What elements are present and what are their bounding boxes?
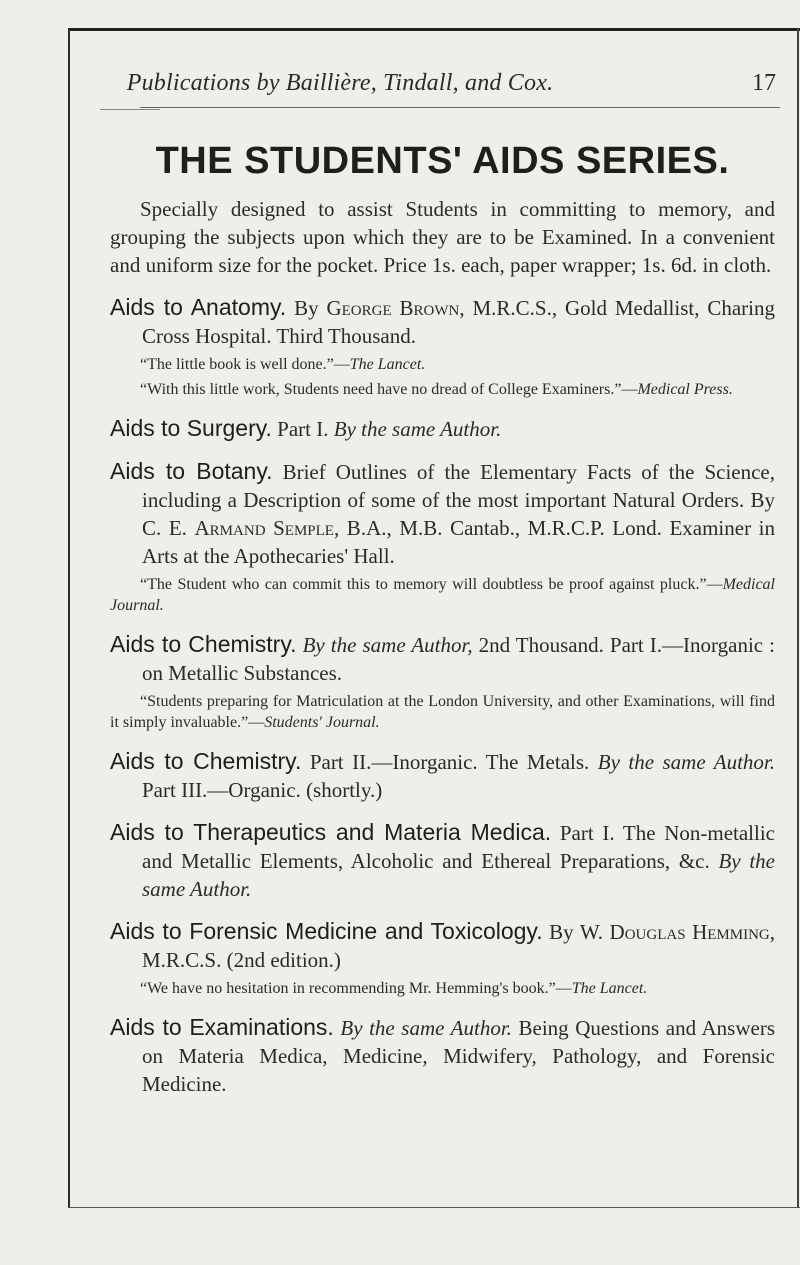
entry-by-line: By the same Author. — [333, 417, 502, 441]
entry-aids-to-examinations — [110, 1013, 775, 1098]
entry-aids-to-anatomy — [110, 293, 775, 400]
entry-heading — [110, 818, 775, 903]
entry-title: Aids to Surgery. — [110, 415, 272, 441]
entry-heading — [110, 747, 775, 804]
header-rule-left — [100, 109, 160, 110]
entry-lead: Part I. — [277, 417, 334, 441]
entry-desc: 2nd Thousand. Part I.—Inorganic : on Metallic Substances. — [142, 633, 776, 685]
review-quote — [110, 691, 775, 733]
entry-heading — [110, 293, 775, 350]
review-text: “With this little work, Students need have no dread of College Examiners.”— — [140, 381, 638, 398]
entry-aids-to-forensic-medicine — [110, 917, 775, 999]
bottom-border-rule — [68, 1207, 800, 1208]
entry-by-line: By the same Author, — [302, 633, 473, 657]
review-quote — [110, 354, 775, 375]
entry-title: Aids to Forensic Medicine and Toxicology. — [110, 918, 543, 944]
entry-heading — [110, 457, 775, 570]
top-border-rule — [68, 28, 800, 31]
entry-aids-to-botany — [110, 457, 775, 616]
entry-by-line: By the same Author. — [340, 1016, 512, 1040]
entry-title: Aids to Chemistry. — [110, 748, 302, 774]
entry-heading — [110, 414, 775, 443]
entry-desc: , M.R.C.S., Gold Medallist, Charing Cross Hospital. Third Thousand. — [142, 296, 776, 348]
entry-title: Aids to Chemistry. — [110, 631, 297, 657]
entry-desc: Part III.—Organic. (shortly.) — [142, 778, 383, 802]
entry-title: Aids to Botany. — [110, 458, 273, 484]
page-content — [110, 140, 775, 1098]
entry-title: Aids to Anatomy. — [110, 294, 287, 320]
running-head: Publications by Baillière, Tindall, and Cox. — [126, 70, 554, 96]
review-quote — [110, 978, 775, 999]
entry-aids-to-therapeutics — [110, 818, 775, 903]
review-source: Students' Journal. — [264, 714, 380, 731]
entry-title: Aids to Therapeutics and Materia Medica. — [110, 819, 552, 845]
review-quote — [110, 574, 775, 616]
entry-lead: By W. — [549, 920, 610, 944]
review-text: “The little book is well done.”— — [140, 356, 350, 373]
entry-desc: , B.A., M.B. Cantab., M.R.C.P. Lond. Examiner in Arts at the Apothecaries' Hall. — [142, 516, 775, 568]
entry-lead: By — [294, 296, 327, 320]
header-rule — [140, 107, 780, 108]
entry-title: Aids to Examinations. — [110, 1014, 334, 1040]
entry-lead: Part I. The Non-metallic and Metallic Elements, Alcoholic and Ethereal Preparations, &c. — [142, 821, 776, 873]
review-source: Medical Press. — [637, 381, 733, 398]
entry-lead: Part II.—Inorganic. The Metals. — [309, 750, 598, 774]
review-source: Medical Journal. — [110, 576, 775, 614]
entry-author: Douglas Hemming — [609, 920, 770, 944]
entry-heading — [110, 630, 775, 687]
entry-heading — [110, 917, 775, 974]
series-title: THE STUDENTS' AIDS SERIES. — [155, 140, 730, 182]
left-border-rule — [68, 28, 70, 1208]
entry-aids-to-chemistry-part-1 — [110, 630, 775, 733]
entry-desc: , M.R.C.S. (2nd edition.) — [142, 920, 776, 972]
entry-desc: Being Questions and Answers on Materia Medica, Medicine, Midwifery, Pathology, and Forensic Medicine. — [142, 1016, 775, 1096]
entry-lead: Brief Outlines of the Elementary Facts of the Science, including a Description of some of the most important Natural Orders. By C. E. — [142, 460, 776, 540]
review-text: “Students preparing for Matriculation at the London University, and other Examinations, will find it simply invaluable.”— — [110, 693, 775, 731]
review-source: The Lancet. — [571, 980, 648, 997]
review-source: The Lancet. — [349, 356, 426, 373]
entry-by-line: By the same Author. — [142, 849, 775, 901]
entry-author: George Brown — [326, 296, 460, 320]
entry-heading — [110, 1013, 775, 1098]
entry-author: Armand Semple — [194, 516, 334, 540]
entry-aids-to-surgery — [110, 414, 775, 443]
entry-aids-to-chemistry-part-2 — [110, 747, 775, 804]
review-text: “The Student who can commit this to memory will doubtless be proof against pluck.”— — [140, 576, 723, 593]
review-text: “We have no hesitation in recommending Mr. Hemming's book.”— — [140, 980, 572, 997]
review-quote — [110, 379, 775, 400]
entry-by-line: By the same Author. — [597, 750, 776, 774]
right-border-rule — [797, 28, 799, 1208]
page-number: 17 — [752, 70, 776, 96]
series-intro: Specially designed to assist Students in committing to memory, and grouping the subjects upon which they are to be Examined. In a convenient and uniform size for the pocket. Price 1s. each, paper wrapper; 1s. 6d. in cloth. — [110, 197, 775, 277]
